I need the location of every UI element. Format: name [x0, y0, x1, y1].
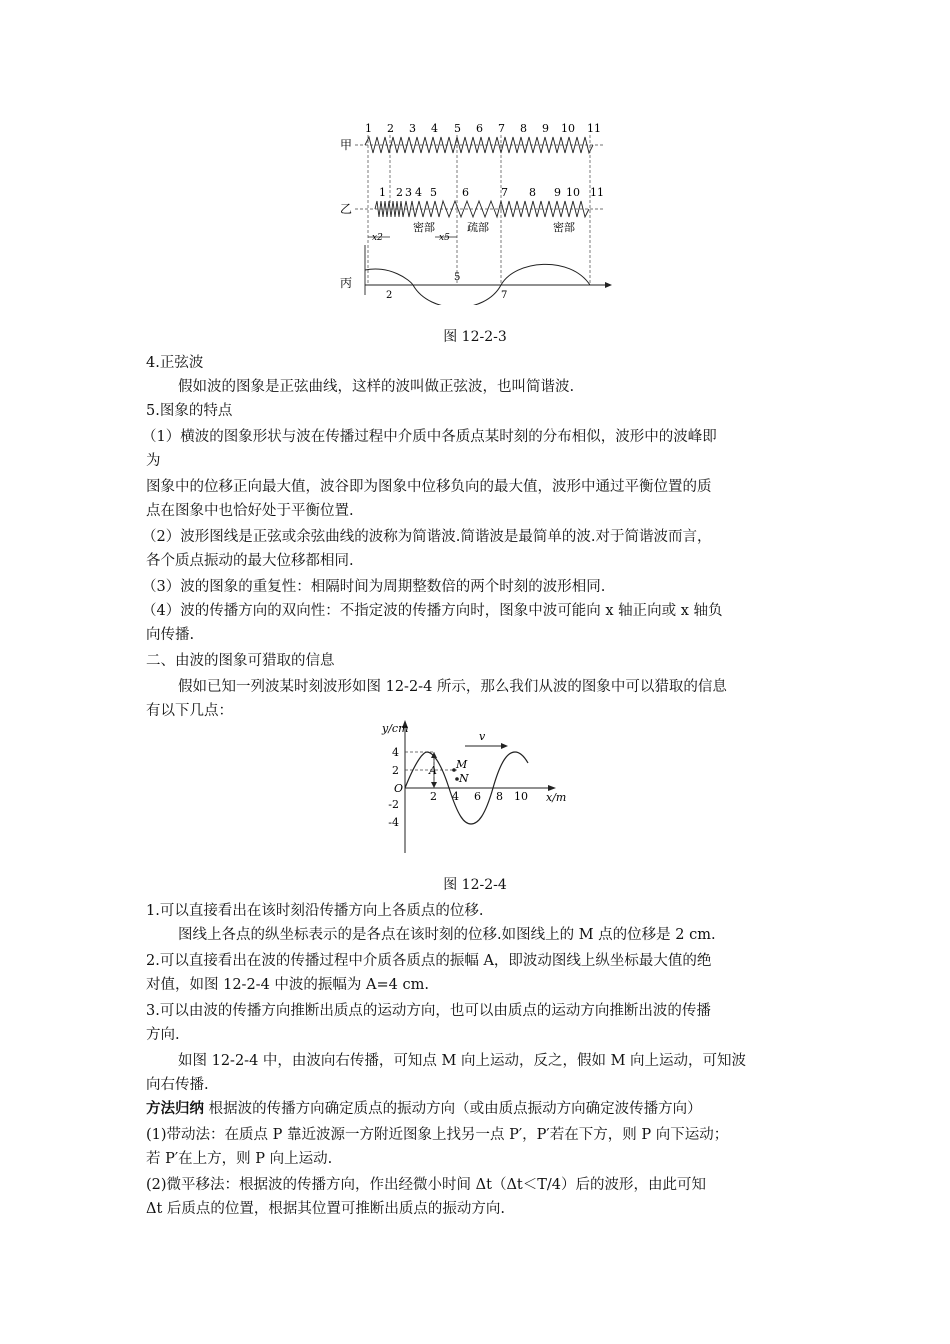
label-dense-1: 密部 [413, 221, 435, 234]
label-x2: x2 [372, 233, 383, 243]
velocity-label: v [479, 730, 486, 743]
method2-line1: (2)微平移法：根据波的传播方向，作出经微小时间 Δt（Δt＜T/4）后的波形，由此可知 [146, 1177, 707, 1193]
x-axis-label: x/m [546, 791, 567, 804]
item3-line1: 3.可以由波的传播方向推断出质点的运动方向，也可以由质点的运动方向推断出波的传播 [146, 1003, 711, 1019]
yi-num-5: 5 [430, 186, 437, 199]
y-tick-neg2: -2 [388, 798, 399, 811]
jia-num-1: 1 [365, 122, 372, 135]
jia-num-10: 10 [561, 122, 575, 135]
item3-line3: 如图 12-2-4 中，由波向右传播，可知点 M 向上运动，反之，假如 M 向上运动，可知波 [178, 1053, 747, 1069]
x-tick-4: 4 [452, 790, 459, 803]
para1-line4: 点在图象中也恰好处于平衡位置. [146, 503, 354, 519]
method-label: 方法归纳 [146, 1100, 204, 1117]
jia-number-labels [365, 122, 601, 135]
row-label-bing: 丙 [340, 276, 353, 290]
para3-line1: （3）波的图象的重复性：相隔时间为周期整数倍的两个时刻的波形相同. [142, 579, 606, 595]
yi-num-6: 6 [462, 186, 469, 199]
jia-num-5: 5 [454, 122, 461, 135]
item1-body: 图线上各点的纵坐标表示的是各点在该时刻的位移.如图线上的 M 点的位移是 2 cm. [178, 927, 716, 943]
jia-num-4: 4 [431, 122, 438, 135]
y-tick-2: 2 [392, 764, 399, 777]
method1-line1: (1)带动法：在质点 P 靠近波源一方附近图象上找另一点 P′，P′若在下方，则 P 向下运动； [146, 1127, 729, 1143]
x-tick-10: 10 [514, 790, 528, 803]
yi-num-8: 8 [529, 186, 536, 199]
yi-num-1: 1 [379, 186, 386, 199]
bing-label-2: 2 [386, 290, 393, 301]
x-tick-6: 6 [474, 790, 481, 803]
x-tick-2: 2 [430, 790, 437, 803]
item1-title: 1.可以直接看出在该时刻沿传播方向上各质点的位移. [146, 903, 484, 919]
jia-num-8: 8 [520, 122, 527, 135]
figure1-caption: 图 12-2-3 [443, 329, 507, 345]
section5-title: 5.图象的特点 [146, 403, 233, 419]
intro-line1: 假如已知一列波某时刻波形如图 12-2-4 所示，那么我们从波的图象中可以猎取的信息 [178, 679, 727, 695]
figure2-caption: 图 12-2-4 [443, 877, 507, 893]
y-axis-label: y/cm [382, 722, 409, 735]
para2-line1: （2）波形图线是正弦或余弦曲线的波称为简谐波.简谐波是最简单的波.对于简谐波而言， [142, 529, 712, 545]
bing-label-7: 7 [501, 290, 508, 301]
jia-num-6: 6 [476, 122, 483, 135]
point-N-label: N [459, 772, 469, 785]
item3-line2: 方向. [146, 1027, 180, 1043]
intro-line2: 有以下几点： [146, 703, 233, 719]
yi-num-11: 11 [590, 186, 604, 199]
item3-line4: 向右传播. [146, 1077, 209, 1093]
yi-num-3: 3 [405, 186, 412, 199]
figure-longitudinal-wave [335, 115, 620, 305]
y-tick-neg4: -4 [388, 816, 399, 829]
section4-body: 假如波的图象是正弦曲线，这样的波叫做正弦波，也叫简谐波. [178, 379, 575, 395]
point-A-label: A [429, 764, 437, 777]
jia-num-11: 11 [587, 122, 601, 135]
x-tick-8: 8 [496, 790, 503, 803]
yi-num-7: 7 [501, 186, 508, 199]
para4-line1: （4）波的传播方向的双向性：不指定波的传播方向时，图象中波可能向 x 轴正向或 x 轴负 [142, 603, 723, 619]
method1-line2: 若 P′在上方，则 P 向上运动. [146, 1151, 333, 1167]
y-tick-4: 4 [392, 746, 399, 759]
label-sparse: 疏部 [467, 221, 489, 234]
jia-num-9: 9 [542, 122, 549, 135]
para4-line2: 向传播. [146, 627, 195, 643]
section4-title: 4.正弦波 [146, 355, 204, 371]
bing-label-5: 5 [454, 272, 461, 283]
jia-num-2: 2 [387, 122, 394, 135]
point-M-label: M [456, 758, 468, 771]
yi-num-4: 4 [415, 186, 422, 199]
yi-number-labels [379, 186, 604, 199]
origin-label: O [394, 782, 404, 795]
method2-line2: Δt 后质点的位置，根据其位置可推断出质点的振动方向. [146, 1201, 506, 1217]
yi-num-10: 10 [566, 186, 580, 199]
item2-line1: 2.可以直接看出在波的传播过程中介质各质点的振幅 A，即波动图线上纵坐标最大值的绝 [146, 953, 712, 969]
item2-line2: 对值，如图 12-2-4 中波的振幅为 A=4 cm. [146, 977, 429, 993]
method-text: 根据波的传播方向确定质点的振动方向（或由质点振动方向确定波传播方向） [204, 1101, 702, 1117]
label-x5: x5 [439, 233, 450, 243]
method-heading [146, 1098, 702, 1120]
yi-num-2: 2 [396, 186, 403, 199]
row-label-jia: 甲 [340, 138, 353, 152]
heading-2: 二、由波的图象可猎取的信息 [146, 653, 335, 669]
para2-line2: 各个质点振动的最大位移都相同. [146, 553, 354, 569]
x-ticks [430, 790, 528, 803]
para1-line1: （1）横波的图象形状与波在传播过程中介质中各质点某时刻的分布相似，波形中的波峰即 [142, 429, 717, 445]
row-label-yi: 乙 [340, 202, 353, 216]
para1-line2: 为 [146, 453, 161, 469]
spring-jia [365, 137, 593, 153]
figure-wave-graph [360, 718, 590, 858]
label-dense-2: 密部 [553, 221, 575, 234]
jia-num-3: 3 [409, 122, 416, 135]
jia-num-7: 7 [498, 122, 505, 135]
yi-num-9: 9 [554, 186, 561, 199]
para1-line3: 图象中的位移正向最大值，波谷即为图象中位移负向的最大值，波形中通过平衡位置的质 [146, 479, 712, 495]
